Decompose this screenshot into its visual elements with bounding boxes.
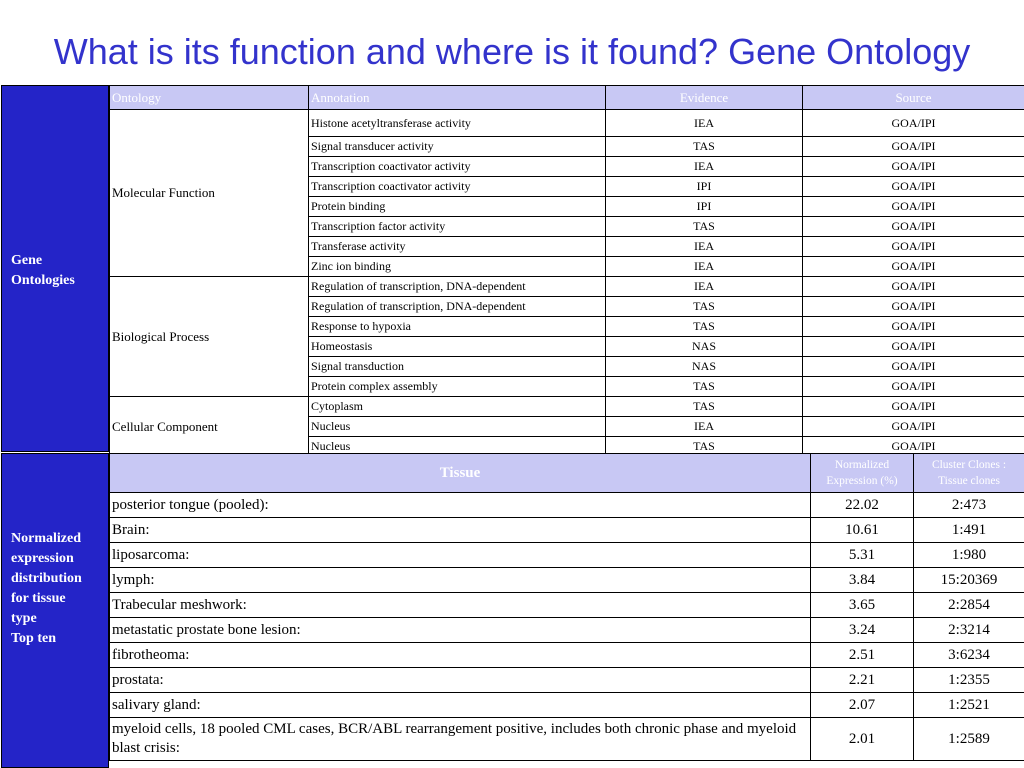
cluster-clones-cell: 1:491 <box>914 518 1024 543</box>
normalized-expression-cell: 2.21 <box>811 668 914 693</box>
source-cell: GOA/IPI <box>803 157 1024 177</box>
annotation-cell: Protein complex assembly <box>309 377 606 397</box>
evidence-cell: IEA <box>606 417 803 437</box>
annotation-cell: Transferase activity <box>309 237 606 257</box>
source-cell: GOA/IPI <box>803 417 1024 437</box>
evidence-cell: IEA <box>606 277 803 297</box>
evidence-cell: TAS <box>606 137 803 157</box>
annotation-cell: Regulation of transcription, DNA-dependent <box>309 297 606 317</box>
evidence-cell: TAS <box>606 217 803 237</box>
tissue-row <box>110 668 1024 693</box>
expression-distribution-label <box>1 453 109 768</box>
evidence-cell: IPI <box>606 197 803 217</box>
ontology-group-cell: Biological Process <box>110 277 309 397</box>
cluster-clones-cell: 15:20369 <box>914 568 1024 593</box>
evidence-cell: IEA <box>606 257 803 277</box>
tissue-row <box>110 643 1024 668</box>
source-cell: GOA/IPI <box>803 337 1024 357</box>
source-cell: GOA/IPI <box>803 317 1024 337</box>
tissue-name-cell: metastatic prostate bone lesion: <box>110 618 811 643</box>
tissue-row <box>110 518 1024 543</box>
evidence-header: Evidence <box>606 86 803 110</box>
cluster-clones-cell: 2:3214 <box>914 618 1024 643</box>
source-cell: GOA/IPI <box>803 257 1024 277</box>
annotation-cell: Zinc ion binding <box>309 257 606 277</box>
tissue-header: Tissue <box>110 454 811 493</box>
normalized-expression-cell: 22.02 <box>811 493 914 518</box>
source-cell: GOA/IPI <box>803 397 1024 417</box>
gene-ontology-table <box>109 85 1024 457</box>
cluster-clones-cell: 1:2355 <box>914 668 1024 693</box>
expression-label-line: Top ten <box>11 631 57 646</box>
annotation-cell: Protein binding <box>309 197 606 217</box>
normalized-expression-cell: 3.24 <box>811 618 914 643</box>
tissue-name-cell: prostata: <box>110 668 811 693</box>
expression-label-line: type <box>11 611 37 626</box>
annotation-cell: Transcription coactivator activity <box>309 177 606 197</box>
evidence-cell: IEA <box>606 157 803 177</box>
source-header: Source <box>803 86 1024 110</box>
cluster-clones-cell: 1:2589 <box>914 718 1024 761</box>
evidence-cell: TAS <box>606 377 803 397</box>
cluster-clones-cell: 1:2521 <box>914 693 1024 718</box>
tissue-name-cell: liposarcoma: <box>110 543 811 568</box>
evidence-cell: TAS <box>606 397 803 417</box>
tissue-expression-table <box>109 453 1024 761</box>
source-cell: GOA/IPI <box>803 377 1024 397</box>
tissue-name-cell: lymph: <box>110 568 811 593</box>
source-cell: GOA/IPI <box>803 137 1024 157</box>
normalized-expression-cell: 10.61 <box>811 518 914 543</box>
cluster-clones-cell: 2:2854 <box>914 593 1024 618</box>
tissue-row <box>110 568 1024 593</box>
cluster-clones-header: Cluster Clones : Tissue clones <box>914 454 1024 493</box>
evidence-cell: TAS <box>606 317 803 337</box>
tissue-name-cell: salivary gland: <box>110 693 811 718</box>
evidence-cell: NAS <box>606 357 803 377</box>
normalized-expression-cell: 2.01 <box>811 718 914 761</box>
tissue-row <box>110 693 1024 718</box>
evidence-cell: TAS <box>606 297 803 317</box>
source-cell: GOA/IPI <box>803 277 1024 297</box>
annotation-cell: Regulation of transcription, DNA-dependent <box>309 277 606 297</box>
normalized-expression-cell: 2.51 <box>811 643 914 668</box>
tissue-name-cell: Brain: <box>110 518 811 543</box>
tissue-row <box>110 593 1024 618</box>
annotation-cell: Transcription factor activity <box>309 217 606 237</box>
tissue-row <box>110 718 1024 761</box>
slide-title: What is its function and where is it found? Gene Ontology <box>53 31 971 72</box>
tissue-row <box>110 618 1024 643</box>
cluster-clones-cell: 3:6234 <box>914 643 1024 668</box>
source-cell: GOA/IPI <box>803 237 1024 257</box>
annotation-header: Annotation <box>309 86 606 110</box>
source-cell: GOA/IPI <box>803 297 1024 317</box>
annotation-cell: Signal transduction <box>309 357 606 377</box>
go-row <box>110 397 1024 417</box>
tissue-name-cell: Trabecular meshwork: <box>110 593 811 618</box>
go-row <box>110 110 1024 137</box>
tissue-name-cell: fibrotheoma: <box>110 643 811 668</box>
evidence-cell: TAS <box>606 437 803 457</box>
normalized-expression-cell: 3.84 <box>811 568 914 593</box>
annotation-cell: Cytoplasm <box>309 397 606 417</box>
tissue-name-cell: myeloid cells, 18 pooled CML cases, BCR/ABL rearrangement positive, includes both chronic phase and myeloid blast crisis: <box>110 718 811 761</box>
expression-label-line: for tissue <box>11 591 66 606</box>
annotation-cell: Transcription coactivator activity <box>309 157 606 177</box>
annotation-cell: Histone acetyltransferase activity <box>309 110 606 137</box>
expression-label-line: Normalized <box>11 531 81 546</box>
source-cell: GOA/IPI <box>803 177 1024 197</box>
source-cell: GOA/IPI <box>803 217 1024 237</box>
cluster-clones-cell: 2:473 <box>914 493 1024 518</box>
tissue-name-cell: posterior tongue (pooled): <box>110 493 811 518</box>
gene-ontologies-label: Gene Ontologies <box>1 85 109 452</box>
normalized-expression-cell: 2.07 <box>811 693 914 718</box>
normalized-expression-header: Normalized Expression (%) <box>811 454 914 493</box>
normalized-expression-cell: 3.65 <box>811 593 914 618</box>
expression-label-line: expression <box>11 551 74 566</box>
annotation-cell: Homeostasis <box>309 337 606 357</box>
cluster-clones-cell: 1:980 <box>914 543 1024 568</box>
ontology-group-cell: Cellular Component <box>110 397 309 457</box>
go-header-row <box>110 86 1024 110</box>
source-cell: GOA/IPI <box>803 110 1024 137</box>
normalized-expression-cell: 5.31 <box>811 543 914 568</box>
evidence-cell: IEA <box>606 110 803 137</box>
annotation-cell: Signal transducer activity <box>309 137 606 157</box>
go-row <box>110 277 1024 297</box>
tissue-row <box>110 493 1024 518</box>
evidence-cell: IEA <box>606 237 803 257</box>
evidence-cell: IPI <box>606 177 803 197</box>
source-cell: GOA/IPI <box>803 197 1024 217</box>
annotation-cell: Nucleus <box>309 437 606 457</box>
tissue-row <box>110 543 1024 568</box>
tissue-header-row <box>110 454 1024 493</box>
annotation-cell: Nucleus <box>309 417 606 437</box>
annotation-cell: Response to hypoxia <box>309 317 606 337</box>
expression-label-line: distribution <box>11 571 82 586</box>
ontology-header: Ontology <box>110 86 309 110</box>
ontology-group-cell: Molecular Function <box>110 110 309 277</box>
source-cell: GOA/IPI <box>803 437 1024 457</box>
evidence-cell: NAS <box>606 337 803 357</box>
source-cell: GOA/IPI <box>803 357 1024 377</box>
